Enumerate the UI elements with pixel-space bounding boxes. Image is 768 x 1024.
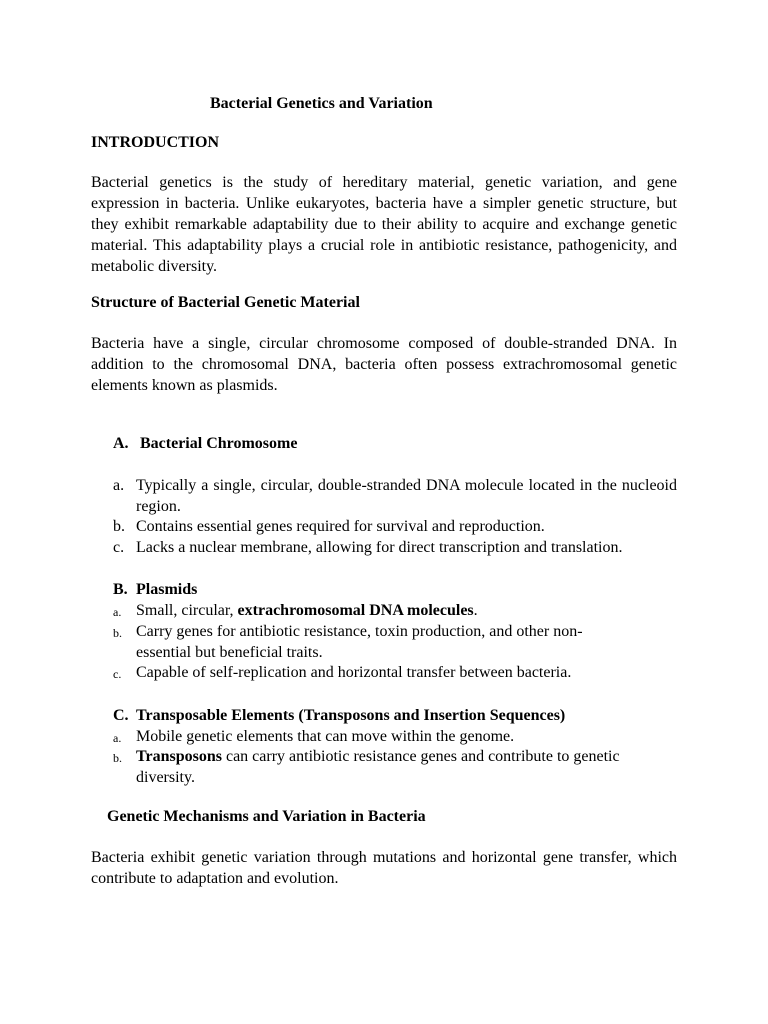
list-marker: b. [113,626,122,640]
list-item-text: Transposons can carry antibiotic resistance genes and contribute to genetic diversity. [136,748,620,786]
list-marker: b. [113,751,122,765]
list-marker: a. [113,477,125,494]
list-item-text: Mobile genetic elements that can move within the genome. [136,728,515,745]
list-marker: c. [113,667,122,681]
document-title: Bacterial Genetics and Variation [210,95,433,112]
list-marker: a. [113,731,122,745]
mechanisms-paragraph: Bacteria exhibit genetic variation through mutations and horizontal gene transfer, which contribute to adaptation and evolution. [91,849,677,887]
list-marker: b. [113,518,125,535]
emphasis-text: Transposons [136,748,222,765]
section-a-heading: Bacterial Chromosome [140,435,298,452]
emphasis-text: extrachromosomal DNA molecules [237,602,474,619]
list-item-text: Small, circular, extrachromosomal DNA molecules. [136,602,478,619]
list-item-text: Lacks a nuclear membrane, allowing for direct transcription and translation. [136,539,623,556]
list-item-text: Typically a single, circular, double-stranded DNA molecule located in the nucleoid region. [136,477,677,515]
section-b-heading: Plasmids [136,581,198,598]
section-c-heading: Transposable Elements (Transposons and Insertion Sequences) [136,707,566,724]
intro-heading: INTRODUCTION [91,134,220,151]
section-b-marker: B. [113,581,128,598]
structure-heading: Structure of Bacterial Genetic Material [91,294,360,311]
list-marker: c. [113,539,125,556]
list-marker: a. [113,605,122,619]
list-item-text: Capable of self-replication and horizontal transfer between bacteria. [136,664,572,681]
list-item-text: Contains essential genes required for survival and reproduction. [136,518,545,535]
section-a-marker: A. [113,435,129,452]
section-c-marker: C. [113,707,129,724]
list-item-text: Carry genes for antibiotic resistance, toxin production, and other non-essential but beneficial traits. [136,623,583,661]
intro-paragraph: Bacterial genetics is the study of hereditary material, genetic variation, and gene expression in bacteria. Unlike eukaryotes, bacteria have a simpler genetic structure, but they exhibit remarkable adaptability due to their ability to acquire and exchange genetic material. This adaptability plays a crucial role in antibiotic resistance, pathogenicity, and metabolic diversity. [91,174,677,275]
mechanisms-heading: Genetic Mechanisms and Variation in Bacteria [107,808,426,825]
structure-paragraph: Bacteria have a single, circular chromosome composed of double-stranded DNA. In addition to the chromosomal DNA, bacteria often possess extrachromosomal genetic elements known as plasmids. [91,335,677,394]
